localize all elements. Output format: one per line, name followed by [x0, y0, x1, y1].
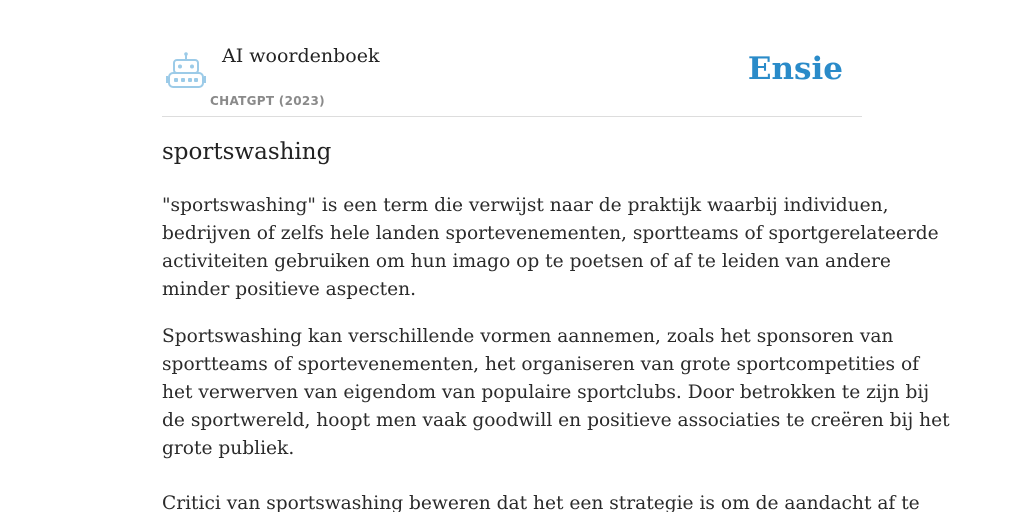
- paragraph-line: het verwerven van eigendom van populaire sportclubs. Door betrokken te zijn bij: [162, 382, 930, 403]
- paragraph-line: activiteiten gebruiken om hun imago op te poetsen of af te leiden van andere: [162, 251, 891, 272]
- paragraph-line: "sportswashing" is een term die verwijst naar de praktijk waarbij individuen,: [162, 195, 889, 216]
- entry-header: [162, 0, 862, 117]
- definition-paragraph-2: [162, 323, 950, 463]
- source-title[interactable]: AI woordenboek: [222, 45, 380, 67]
- paragraph-line: Sportswashing kan verschillende vormen aannemen, zoals het sponsoren van: [162, 326, 894, 347]
- entry-term: sportswashing: [162, 139, 332, 165]
- paragraph-line: grote publiek.: [162, 438, 295, 459]
- paragraph-line: de sportwereld, hoopt men vaak goodwill en positieve associaties te creëren bij het: [162, 410, 950, 431]
- paragraph-line: bedrijven of zelfs hele landen sportevenementen, sportteams of sportgerelateerde: [162, 223, 939, 244]
- definition-paragraph-3: [162, 490, 920, 512]
- robot-icon: [166, 52, 206, 90]
- definition-paragraph-1: [162, 192, 939, 304]
- paragraph-line: sportteams of sportevenementen, het organiseren van grote sportcompetities of: [162, 354, 920, 375]
- source-subtitle: CHATGPT (2023): [210, 94, 325, 108]
- paragraph-line: Critici van sportswashing beweren dat het een strategie is om de aandacht af te: [162, 493, 920, 512]
- paragraph-line: minder positieve aspecten.: [162, 279, 416, 300]
- brand-logo[interactable]: Ensie: [747, 51, 843, 87]
